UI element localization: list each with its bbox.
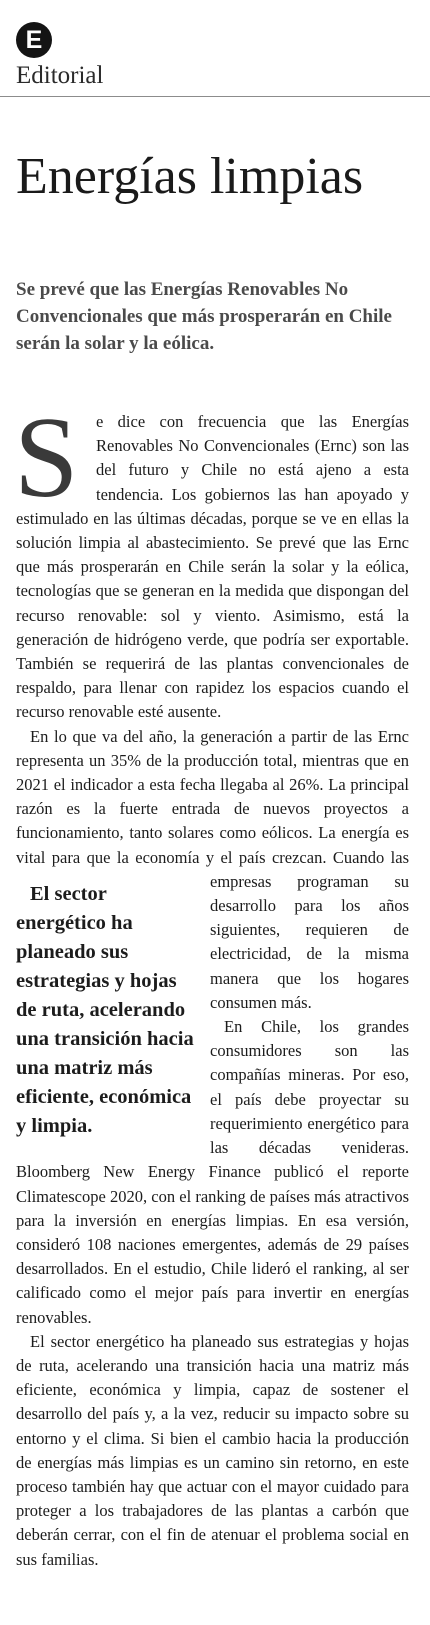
article-lead: Se prevé que las Energías Renovables No Convencionales que más prosperarán en Chile serán la solar y la eólica. xyxy=(16,279,392,354)
pull-quote: El sector energético ha planeado sus estrategias y hojas de ruta, acelerando una transición hacia una matriz más eficiente, económica y limpia. xyxy=(16,882,194,1137)
paragraph-1 xyxy=(14,394,409,725)
paragraph-4: El sector energético ha planeado sus estrategias y hojas de ruta, acelerando una transición hacia una matriz más eficiente, económica y limpia, capaz de sostener el desarrollo del país y, a la vez, reducir su impacto sobre su entorno y el clima. Si bien el cambio hacia la producción de energías más limpias es un camino sin retorno, en este proceso también hay que actuar con el mayor cuidado para proteger a los trabajadores de las plantas a carbón que deberán cerrar, con el fin de atenuar el problema social en sus familias. xyxy=(16,1331,409,1569)
paragraph-2 xyxy=(16,725,410,1137)
paragraph-3: En Chile, los grandes consumidores son las compañías mineras. Por eso, el país debe proyectar su requerimiento energético para las décadas venideras. Bloomberg New Energy Finance publicó el reporte Climatescope 2020, con el ranking de países más atractivos para la inversión en energías limpias. En esa versión, consideró 108 naciones emergentes, además de 29 países desarrollados. En el estudio, Chile lideró el ranking, al ser calificado como el mejor país para invertir en energías renovables. xyxy=(16,1017,409,1327)
paragraph-2-text xyxy=(16,726,410,1137)
paragraph-2-text-a: En lo que va del año, la generación a partir de las Ernc representa un 35% de la producción total, mientras que en 2021 el indicador a esta fecha llegaba al 26%. La principal razón es la fuerte entrada de nuevos proyectos a funcionamiento, tanto solares como eólicos. La energía es vital para que la economía y el xyxy=(16,726,409,867)
article-body xyxy=(14,394,410,1572)
paragraph-2-text-b: país crezcan. Cuando las empresas programan su desarrollo para los años siguientes, requieren de electricidad, de la misma manera que los hogares consumen más. xyxy=(210,847,410,1012)
paragraph-1-text: e dice con frecuencia que las Energías Renovables No Convencionales (Ernc) son las del futuro y Chile no está ajeno a esta tendencia. Los gobiernos las han apoyado y estimulado en las últimas décadas, porque se ve en ellas la solución limpia al abastecimiento. Se prevé que las Ernc que más prosperarán en Chile serán la solar y la eólica, tecnologías que se generan en la medida que dispongan del recurso renovable: sol y viento. Asimismo, está la generación de hidrógeno verde, que podría ser exportable. También se requerirá de las plantas convencionales de respaldo, para llenar con rapidez los espacios cuando el recurso renovable esté ausente. xyxy=(16,412,409,722)
section-badge: E xyxy=(16,22,52,58)
article-title: Energías limpias xyxy=(16,148,364,205)
drop-cap: S xyxy=(14,394,79,522)
section-label: Editorial xyxy=(16,62,104,89)
header-divider xyxy=(0,96,430,97)
